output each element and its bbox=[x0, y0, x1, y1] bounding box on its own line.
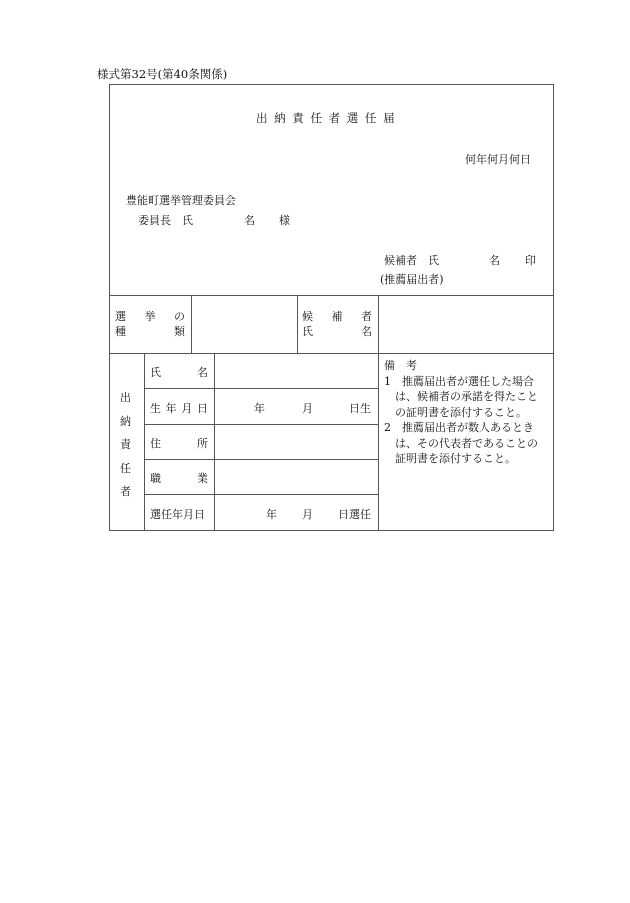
divider bbox=[109, 353, 553, 354]
addressee-honorific: 様 bbox=[279, 214, 290, 227]
addressee-org: 豊能町選挙管理委員会 bbox=[126, 194, 236, 207]
divider bbox=[144, 459, 378, 460]
addressee-name: 名 bbox=[244, 214, 255, 227]
occupation-label: 職 業 bbox=[150, 472, 208, 485]
applicant-name: 名 bbox=[489, 254, 500, 267]
divider bbox=[144, 424, 378, 425]
remarks: 備 考 1 推薦届出者が選任した場合 は、候補者の承諾を得たこと の証明書を添付すること。 2 推薦届出者が数人あるとき は、その代表者であることの 証明書を添付すること。 bbox=[384, 359, 538, 465]
treasurer-label: 出 納 責 任 者 bbox=[120, 391, 131, 498]
form-title: 出 納 責 任 者 選 任 届 bbox=[256, 111, 395, 125]
addressee-chair: 委員長 氏 bbox=[138, 214, 193, 227]
election-type-field[interactable] bbox=[192, 296, 297, 353]
birthdate-label: 生 年 月 日 bbox=[150, 402, 208, 415]
appointed-month: 月 bbox=[302, 508, 313, 521]
election-type-label: 種 類 bbox=[115, 325, 185, 338]
candidate-name-label: 候 補 者 bbox=[302, 310, 372, 323]
address-label: 住 所 bbox=[150, 437, 208, 450]
applicant-note: (推薦届出者) bbox=[380, 273, 444, 286]
form-number: 様式第32号(第40条関係) bbox=[97, 67, 228, 81]
divider bbox=[144, 494, 378, 495]
seal-mark: 印 bbox=[525, 254, 536, 267]
date: 何年何月何日 bbox=[465, 153, 531, 166]
divider bbox=[144, 388, 378, 389]
candidate-name-label: 氏 名 bbox=[302, 325, 372, 338]
candidate-name-field[interactable] bbox=[379, 296, 552, 353]
divider bbox=[144, 353, 145, 530]
birth-day: 日生 bbox=[349, 402, 371, 415]
election-type-label: 選 挙 の bbox=[115, 310, 185, 323]
birth-month: 月 bbox=[302, 402, 313, 415]
name-label: 氏 名 bbox=[150, 366, 208, 379]
divider bbox=[297, 295, 298, 353]
appointed-date-label: 選任年月日 bbox=[150, 508, 205, 521]
divider bbox=[214, 353, 215, 530]
appointed-year: 年 bbox=[266, 508, 277, 521]
applicant-label: 候補者 氏 bbox=[384, 254, 439, 267]
birth-year: 年 bbox=[254, 402, 265, 415]
appointed-day: 日選任 bbox=[338, 508, 371, 521]
